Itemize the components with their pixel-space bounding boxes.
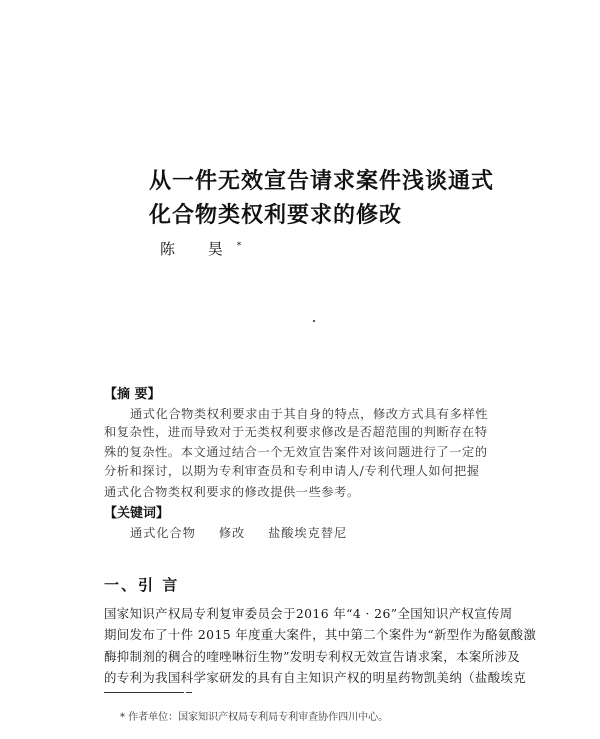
body-line-2: 期间发布了十件 2015 年度重大案件，其中第二个案件为“新型作为酪氨酸激 bbox=[104, 627, 537, 642]
author-footnote-mark: * bbox=[236, 241, 242, 251]
abstract-line-3: 殊的复杂性。本文通过结合一个无效宣告案件对该问题进行了一定的 bbox=[104, 445, 488, 459]
abstract-line-4: 分析和探讨，以期为专利审查员和专利申请人/专利代理人如何把握 bbox=[104, 464, 480, 478]
abstract-line-2: 和复杂性，进而导致对于无类权利要求修改是否超范围的判断存在特 bbox=[104, 425, 488, 439]
footnote-rule-tail bbox=[186, 692, 192, 693]
footnote-rule bbox=[104, 692, 184, 693]
keywords-label: 【关键词】 bbox=[104, 506, 170, 521]
scan-speck bbox=[313, 320, 315, 322]
keyword-item: 盐酸埃克替尼 bbox=[268, 526, 348, 540]
footnote: * 作者单位：国家知识产权局专利局专利审查协作四川中心。 bbox=[120, 712, 389, 723]
title-line-2: 化合物类权利要求的修改 bbox=[149, 203, 403, 228]
title-line-1: 从一件无效宣告请求案件浅谈通式 bbox=[149, 169, 495, 194]
abstract-line-5: 通式化合物类权利要求的修改提供一些参考。 bbox=[104, 485, 360, 499]
body-line-4: 的专利为我国科学家研发的具有自主知识产权的明星药物凯美纳（盐酸埃克 bbox=[104, 670, 527, 685]
author bbox=[160, 238, 241, 259]
abstract-label: 【摘 要】 bbox=[104, 387, 161, 402]
keywords-list bbox=[130, 524, 365, 541]
section-heading-introduction: 一、引 言 bbox=[104, 576, 180, 594]
keyword-item: 通式化合物 bbox=[130, 526, 196, 540]
body-line-3: 酶抑制剂的稠合的喹唑啉衍生物”发明专利权无效宣告请求案，本案所涉及 bbox=[104, 649, 521, 664]
abstract-line-1: 通式化合物类权利要求由于其自身的特点，修改方式具有多样性 bbox=[130, 407, 489, 421]
keyword-item: 修改 bbox=[218, 526, 246, 540]
body-line-1: 国家知识产权局专利复审委员会于2016 年“4 · 26”全国知识产权宣传周 bbox=[104, 606, 513, 621]
author-name: 陈 昊 bbox=[160, 240, 237, 258]
